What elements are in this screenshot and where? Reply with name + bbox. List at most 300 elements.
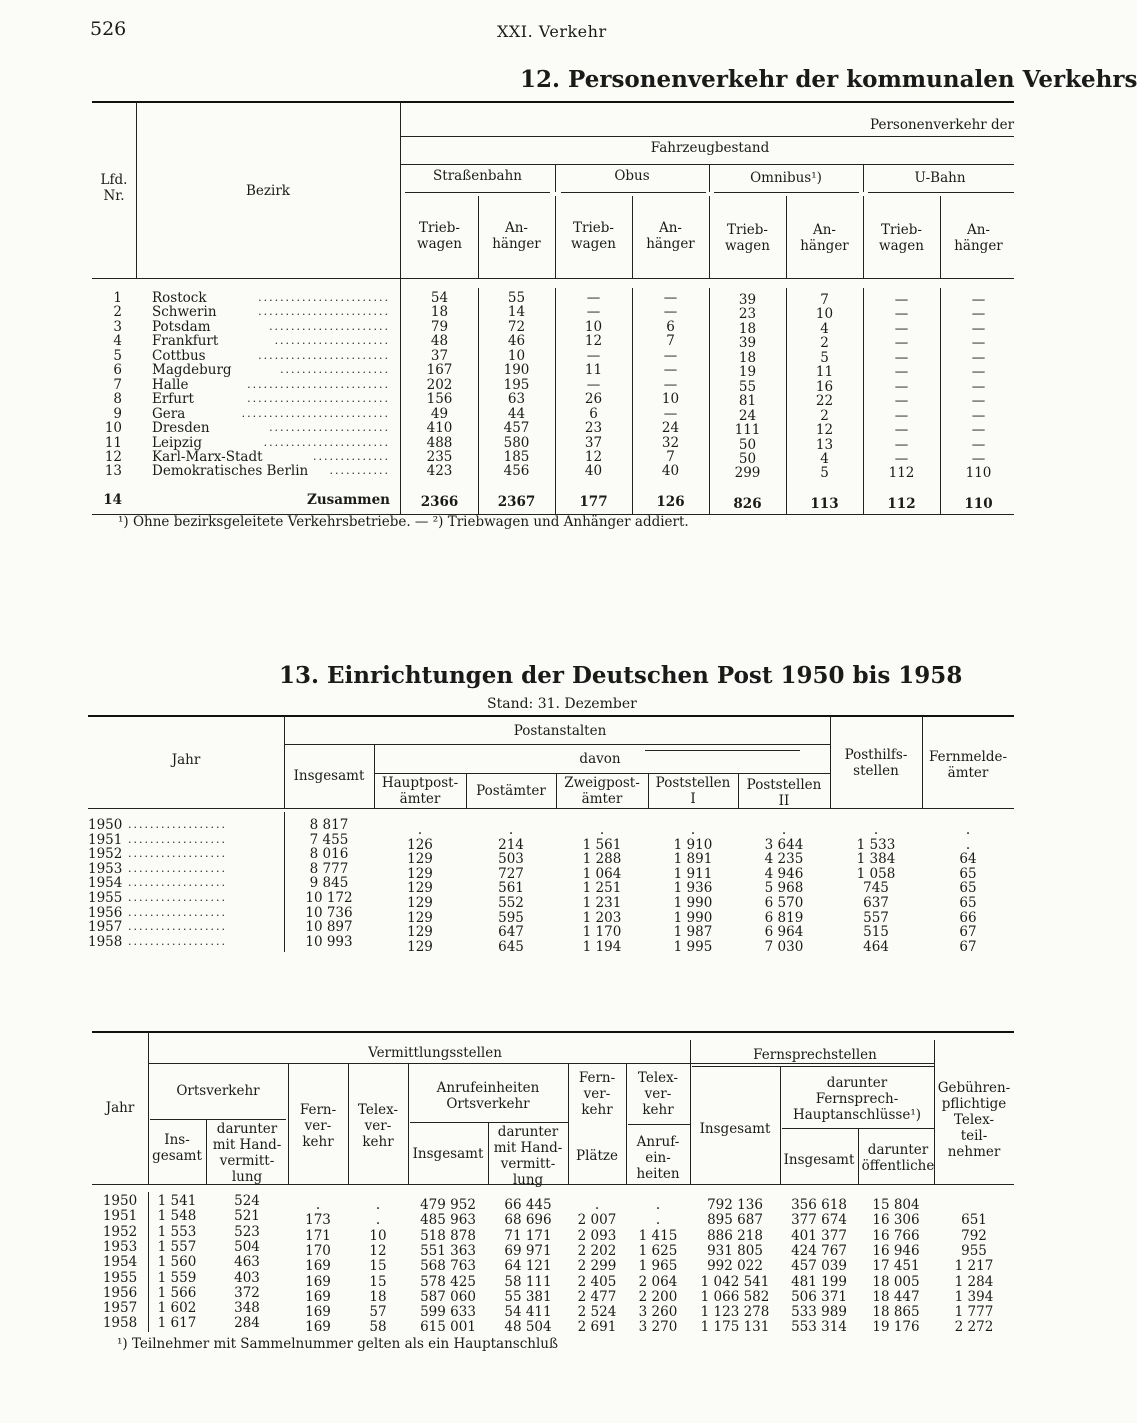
table-cell: 10 — [369, 1227, 387, 1244]
t14-header-fernsprechstellen: Fernsprechstellen — [753, 1047, 877, 1063]
table-cell: 39 — [738, 335, 757, 352]
table-cell: 523 — [234, 1223, 260, 1240]
header-triebwagen: Trieb- wagen — [725, 222, 770, 254]
table-cell: 18 — [430, 304, 449, 321]
table-cell: 2 093 — [577, 1227, 617, 1244]
table-cell: 65 — [959, 865, 977, 882]
t14-header-telex-anruf: Telex- ver- kehr — [637, 1070, 679, 1118]
t13-header-davon: davon — [579, 751, 621, 767]
table-cell: — — [894, 378, 909, 395]
row-number: 6 — [113, 362, 122, 379]
table-cell: — — [586, 304, 601, 321]
table-cell: 169 — [305, 1258, 331, 1275]
table-cell: 7 — [820, 292, 829, 308]
table-cell: 2 272 — [954, 1319, 994, 1336]
table-cell: 745 — [863, 880, 889, 897]
table-cell: 1 557 — [157, 1238, 197, 1255]
table-cell: — — [971, 436, 986, 453]
leader-dots: .................. — [128, 847, 227, 861]
table-cell: 10 993 — [305, 933, 353, 950]
table-cell: — — [663, 376, 678, 393]
row-year: 1955 — [88, 890, 123, 906]
table-cell: 65 — [959, 895, 977, 911]
table-cell: — — [663, 290, 678, 306]
t14-header-anruf-insgesamt: Insgesamt — [412, 1146, 484, 1162]
table-cell: 7 030 — [764, 938, 804, 955]
table-cell: 1 123 278 — [700, 1304, 770, 1321]
leader-dots: ........................... — [241, 406, 390, 420]
bezirk-name: Rostock — [152, 290, 207, 306]
table-cell: 67 — [959, 924, 977, 941]
bezirk-name: Gera — [152, 405, 186, 422]
leader-dots: .................. — [128, 920, 227, 934]
row-year: 1954 — [88, 875, 123, 892]
table-cell: 488 — [426, 434, 453, 451]
table-cell: — — [586, 290, 601, 306]
table-cell: 2 299 — [577, 1258, 617, 1275]
table-cell: 792 — [961, 1227, 987, 1244]
table-cell: 886 218 — [707, 1227, 763, 1244]
table-cell: 71 171 — [504, 1227, 552, 1244]
header-anhaenger: An- hänger — [954, 222, 1003, 254]
table-cell: 170 — [305, 1242, 331, 1259]
table-cell: 356 618 — [791, 1197, 847, 1213]
table-cell: 1 936 — [673, 880, 713, 897]
table-cell: 11 — [815, 364, 834, 381]
table-cell: 1 995 — [673, 938, 713, 955]
table-cell: 49 — [430, 405, 449, 422]
table-cell: 637 — [863, 895, 889, 911]
table-cell: 1 415 — [638, 1227, 678, 1244]
table-cell: 32 — [661, 434, 680, 451]
table-cell: — — [971, 349, 986, 366]
table-cell: 3 270 — [638, 1319, 678, 1336]
table-cell: 66 445 — [504, 1197, 552, 1213]
table-cell: 58 — [369, 1319, 387, 1336]
leader-dots: ..................... — [274, 334, 390, 348]
table-cell: 55 — [507, 290, 526, 306]
table-cell: 13 — [815, 436, 834, 453]
table-cell: 22 — [815, 393, 834, 410]
table-cell: 504 — [234, 1238, 260, 1255]
table-cell: 479 952 — [420, 1197, 476, 1213]
table-cell: 10 736 — [305, 904, 353, 921]
table-cell: 568 763 — [420, 1258, 476, 1275]
table-cell: 456 — [503, 463, 530, 480]
table-cell: 524 — [234, 1193, 260, 1209]
t13-header-zweigpostaemter: Zweigpost- ämter — [564, 775, 640, 807]
table-cell: — — [894, 335, 909, 352]
table-cell: 40 — [661, 463, 680, 480]
table-cell: 1 217 — [954, 1258, 994, 1275]
table-cell: 4 946 — [764, 865, 804, 882]
table-cell: — — [971, 364, 986, 381]
table-cell: 6 — [666, 318, 675, 335]
header-lfd: Lfd. Nr. — [100, 172, 128, 204]
table-cell: 15 — [369, 1258, 387, 1275]
t13-header-poststellen-i: Poststellen I — [655, 775, 731, 807]
table12-title: 12. Personenverkehr der kommunalen Verkehrs — [520, 66, 1137, 93]
table-cell: 1 990 — [673, 895, 713, 911]
table-cell: 5 — [820, 349, 829, 366]
bezirk-name: Magdeburg — [152, 362, 232, 379]
section-title: XXI. Verkehr — [497, 22, 607, 41]
table-cell: 67 — [959, 938, 977, 955]
table-cell: 167 — [426, 362, 453, 379]
table-cell: 156 — [426, 391, 453, 408]
table-cell: 284 — [234, 1315, 260, 1332]
table-cell: 37 — [584, 434, 603, 451]
bezirk-name: Erfurt — [152, 391, 194, 408]
row-year: 1952 — [88, 846, 123, 863]
table-cell: 645 — [498, 938, 524, 955]
leader-dots: ...................... — [269, 421, 390, 435]
table-cell: 552 — [498, 895, 524, 911]
table-cell: — — [894, 320, 909, 337]
table-cell: 23 — [738, 306, 757, 323]
bezirk-name: Frankfurt — [152, 333, 219, 350]
table-cell: 39 — [738, 292, 757, 308]
table-cell: 65 — [959, 880, 977, 897]
table-cell: 129 — [407, 851, 433, 868]
table-cell: 557 — [863, 909, 889, 926]
table-cell: 4 — [820, 450, 829, 467]
leader-dots: ...................... — [269, 319, 390, 333]
t14-header-fernverkehr: Fern- ver- kehr — [299, 1102, 337, 1150]
table-cell: 457 039 — [791, 1258, 847, 1275]
leader-dots: .......................... — [247, 392, 390, 406]
table-cell: 515 — [863, 924, 889, 941]
table-cell: 24 — [661, 420, 680, 437]
table-cell: 3 644 — [764, 836, 804, 853]
table-cell: 348 — [234, 1300, 260, 1317]
table-cell: 553 314 — [791, 1319, 847, 1336]
table-cell: 10 — [661, 391, 680, 408]
table-cell: 24 — [738, 407, 757, 424]
table-cell: 424 767 — [791, 1242, 847, 1259]
table-cell: 4 235 — [764, 851, 804, 868]
leader-dots: .................. — [128, 876, 227, 890]
row-year: 1950 — [88, 817, 123, 833]
table-cell: 647 — [498, 924, 524, 941]
bezirk-name: Halle — [152, 376, 189, 393]
t14-header-fernsprech-insgesamt: Insgesamt — [699, 1121, 771, 1137]
table-cell: 533 989 — [791, 1304, 847, 1321]
table-cell: 126 — [407, 836, 433, 853]
header-fahrzeugbestand: Fahrzeugbestand — [650, 140, 770, 156]
table-cell: 2 405 — [577, 1273, 617, 1290]
table-cell: 377 674 — [791, 1212, 847, 1229]
header-anhaenger: An- hänger — [646, 220, 695, 252]
table-cell: 895 687 — [707, 1212, 763, 1229]
table-cell: 1 170 — [582, 924, 622, 941]
header-ubahn: U-Bahn — [914, 170, 966, 186]
table-cell: — — [971, 292, 986, 308]
table-cell: 1 987 — [673, 924, 713, 941]
table-cell: — — [971, 378, 986, 395]
table-cell: 48 504 — [504, 1319, 552, 1336]
table-cell: 72 — [507, 318, 526, 335]
table-cell: — — [894, 450, 909, 467]
header-anhaenger: An- hänger — [800, 222, 849, 254]
table-cell: . — [417, 822, 423, 838]
table-cell: 578 425 — [420, 1273, 476, 1290]
table-cell: . — [965, 822, 971, 838]
table-cell: — — [894, 306, 909, 323]
table-cell: 1 541 — [157, 1193, 197, 1209]
table-cell: 485 963 — [420, 1212, 476, 1229]
row-number: 4 — [113, 333, 122, 350]
t14-header-telexverkehr: Telex- ver- kehr — [357, 1102, 399, 1150]
bezirk-name: Demokratisches Berlin — [152, 463, 309, 480]
table-cell: 1 965 — [638, 1258, 678, 1275]
table-cell: 7 — [666, 333, 675, 350]
row-number: 13 — [104, 463, 122, 480]
row-year: 1958 — [88, 933, 123, 950]
table-cell: — — [971, 422, 986, 439]
table-cell: 1 064 — [582, 865, 622, 882]
header-omnibus: Omnibus¹) — [750, 170, 822, 186]
table-cell: 1 561 — [582, 836, 622, 853]
row-year: 1953 — [88, 860, 123, 877]
table-cell: 1 384 — [856, 851, 896, 868]
table-cell: 18 447 — [872, 1288, 920, 1305]
table-cell: — — [971, 450, 986, 467]
table-cell: 169 — [305, 1288, 331, 1305]
t14-header-jahr: Jahr — [105, 1100, 135, 1116]
row-year: 1955 — [102, 1269, 138, 1286]
header-triebwagen: Trieb- wagen — [417, 220, 462, 252]
leader-dots: .................. — [128, 861, 227, 875]
table-cell: 18 — [738, 320, 757, 337]
table-cell: 57 — [369, 1304, 387, 1321]
table-cell: 129 — [407, 895, 433, 911]
table-cell: 1 625 — [638, 1242, 678, 1259]
t13-header-poststellen-ii: Poststellen II — [746, 777, 822, 809]
table-cell: 1 566 — [157, 1284, 197, 1301]
table-cell: 44 — [507, 405, 526, 422]
t14-header-vermittlungsstellen: Vermittlungsstellen — [368, 1045, 502, 1061]
leader-dots: .................. — [128, 818, 227, 831]
table-cell: 6 — [589, 405, 598, 422]
leader-dots: .................. — [128, 832, 227, 846]
table-cell: 18 865 — [872, 1304, 920, 1321]
table-cell: 16 766 — [872, 1227, 920, 1244]
header-strassenbahn: Straßenbahn — [433, 168, 522, 184]
table-cell: — — [971, 407, 986, 424]
table-cell: 12 — [369, 1242, 387, 1259]
table-cell: 10 897 — [305, 919, 353, 936]
table-cell: 46 — [507, 333, 526, 350]
table-cell: 129 — [407, 938, 433, 955]
table-cell: 55 — [738, 378, 757, 395]
table-cell: 955 — [961, 1242, 987, 1259]
row-number: 12 — [104, 448, 122, 465]
row-number: 9 — [113, 405, 122, 422]
table-cell: 1 602 — [157, 1300, 197, 1317]
table-cell: 81 — [738, 393, 757, 410]
table-cell: 50 — [738, 450, 757, 467]
table-cell: 403 — [234, 1269, 260, 1286]
t14-header-insgesamt: Ins- gesamt — [152, 1132, 202, 1164]
t13-header-hauptpostaemter: Hauptpost- ämter — [381, 775, 459, 807]
table-cell: 16 — [815, 378, 834, 395]
table-cell: 1 058 — [856, 865, 896, 882]
table-cell: 171 — [305, 1227, 331, 1244]
header-obus: Obus — [614, 168, 650, 184]
row-year: 1952 — [102, 1223, 138, 1240]
leader-dots: ........................ — [258, 348, 390, 362]
table-cell: 19 176 — [872, 1319, 920, 1336]
table-cell: 6 964 — [764, 924, 804, 941]
table-cell: 3 260 — [638, 1304, 678, 1321]
table-cell: 68 696 — [504, 1212, 552, 1229]
bezirk-name: Schwerin — [152, 304, 217, 321]
t14-header-fernverkehr-plaetze: Fern- ver- kehr — [578, 1070, 616, 1118]
table-cell: 503 — [498, 851, 524, 868]
header-triebwagen: Trieb- wagen — [879, 222, 924, 254]
table-cell: 195 — [503, 376, 530, 393]
table-cell: 15 804 — [872, 1197, 920, 1213]
row-number: 11 — [104, 434, 122, 451]
table-cell: 23 — [584, 420, 603, 437]
leader-dots: .................. — [128, 891, 227, 904]
table-cell: 54 411 — [504, 1304, 552, 1321]
table-cell: 1 617 — [157, 1315, 197, 1332]
table-cell: 1 203 — [582, 909, 622, 926]
table-cell: 1 231 — [582, 895, 622, 911]
t14-header-handvermittlung: darunter mit Hand- vermitt- lung — [212, 1121, 282, 1185]
table-cell: 1 560 — [157, 1254, 197, 1271]
t14-header-ortsverkehr: Ortsverkehr — [176, 1083, 260, 1099]
table-cell: — — [663, 304, 678, 321]
table-cell: 169 — [305, 1304, 331, 1321]
table-cell: 64 121 — [504, 1258, 552, 1275]
table-cell: — — [894, 422, 909, 439]
table-cell: 463 — [234, 1254, 260, 1271]
table-cell: 10 — [584, 318, 603, 335]
table-cell: . — [599, 822, 605, 838]
table-cell: 169 — [305, 1273, 331, 1290]
table-cell: 1 548 — [157, 1208, 197, 1225]
table-cell: 16 946 — [872, 1242, 920, 1259]
table-cell: 7 455 — [309, 831, 349, 848]
table-cell: — — [663, 347, 678, 364]
table-cell: 1 891 — [673, 851, 713, 868]
leader-dots: ....................... — [263, 435, 390, 449]
table-cell: 1 251 — [582, 880, 622, 897]
table-cell: 79 — [430, 318, 449, 335]
table-cell: 2 007 — [577, 1212, 617, 1229]
table-cell: — — [586, 376, 601, 393]
bezirk-name: Karl-Marx-Stadt — [152, 448, 263, 465]
table-cell: 37 — [430, 347, 449, 364]
t13-header-postaemter: Postämter — [476, 783, 546, 799]
table-cell: 580 — [503, 434, 530, 451]
table-cell: 7 — [666, 448, 675, 465]
t14-header-plaetze: Plätze — [576, 1148, 618, 1164]
table-cell: — — [894, 407, 909, 424]
row-number: 3 — [113, 318, 122, 335]
table-cell: 55 381 — [504, 1288, 552, 1305]
t14-header-oeffentliche: darunter öffentliche — [861, 1142, 935, 1174]
table-cell: 10 172 — [305, 890, 353, 906]
table-cell: 111 — [734, 422, 761, 439]
table-cell: 64 — [959, 851, 977, 868]
row-year: 1954 — [102, 1254, 138, 1271]
table-cell: 1 559 — [157, 1269, 197, 1286]
table-cell: 58 111 — [504, 1273, 552, 1290]
row-number: 7 — [113, 376, 122, 393]
t14-header-haupt-insgesamt: Insgesamt — [783, 1152, 855, 1168]
table-cell: 2 477 — [577, 1288, 617, 1305]
table-cell: 464 — [863, 938, 889, 955]
table-cell: 2 — [820, 407, 829, 424]
table-cell: 518 878 — [420, 1227, 476, 1244]
table-cell: 2 524 — [577, 1304, 617, 1321]
table-cell: 423 — [426, 463, 453, 480]
row-year: 1953 — [102, 1238, 138, 1255]
t14-header-anrufeinheiten-telex: Anruf- ein- heiten — [636, 1134, 680, 1182]
table-cell: 1 553 — [157, 1223, 197, 1240]
table-cell: 8 777 — [309, 860, 349, 877]
row-year: 1951 — [102, 1208, 138, 1225]
table-cell: 48 — [430, 333, 449, 350]
table-cell: 651 — [961, 1212, 987, 1229]
table-cell: 992 022 — [707, 1258, 763, 1275]
table-cell: 1 533 — [856, 836, 896, 853]
table-cell: 18 — [738, 349, 757, 366]
table-cell: — — [971, 306, 986, 323]
table-cell: 129 — [407, 909, 433, 926]
table-cell: 202 — [426, 376, 453, 393]
table-cell: 18 005 — [872, 1273, 920, 1290]
table-cell: . — [655, 1212, 661, 1229]
table-cell: 54 — [430, 290, 449, 306]
table-cell: 14 — [507, 304, 526, 321]
leader-dots: ........................ — [258, 291, 390, 304]
leader-dots: .................. — [128, 905, 227, 919]
table-cell: — — [971, 320, 986, 337]
table-cell: 457 — [503, 420, 530, 437]
table-cell: 506 371 — [791, 1288, 847, 1305]
table-cell: 2 202 — [577, 1242, 617, 1259]
t13-header-insgesamt: Insgesamt — [293, 768, 365, 784]
table-cell: 129 — [407, 880, 433, 897]
table-cell: 1 194 — [582, 938, 622, 955]
table-cell: 595 — [498, 909, 524, 926]
table-cell: 792 136 — [707, 1197, 763, 1213]
table-cell: 1 175 131 — [700, 1319, 770, 1336]
t13-header-postanstalten: Postanstalten — [513, 723, 607, 739]
table-cell: 561 — [498, 880, 524, 897]
t13-header-jahr: Jahr — [171, 752, 201, 768]
table-cell: 173 — [305, 1212, 331, 1229]
table-cell: 19 — [738, 364, 757, 381]
table-cell: . — [873, 822, 879, 838]
table-cell: 8 817 — [309, 817, 349, 833]
bezirk-name: Leipzig — [152, 434, 202, 451]
table-cell: 551 363 — [420, 1242, 476, 1259]
table-cell: 1 066 582 — [700, 1288, 770, 1305]
table-cell: — — [894, 349, 909, 366]
row-year: 1951 — [88, 831, 123, 848]
table-cell: 10 — [507, 347, 526, 364]
table13-subtitle: Stand: 31. Dezember — [487, 696, 637, 712]
table-cell: . — [375, 1212, 381, 1229]
row-number: 8 — [113, 391, 122, 408]
table-cell: 1 911 — [673, 865, 713, 882]
